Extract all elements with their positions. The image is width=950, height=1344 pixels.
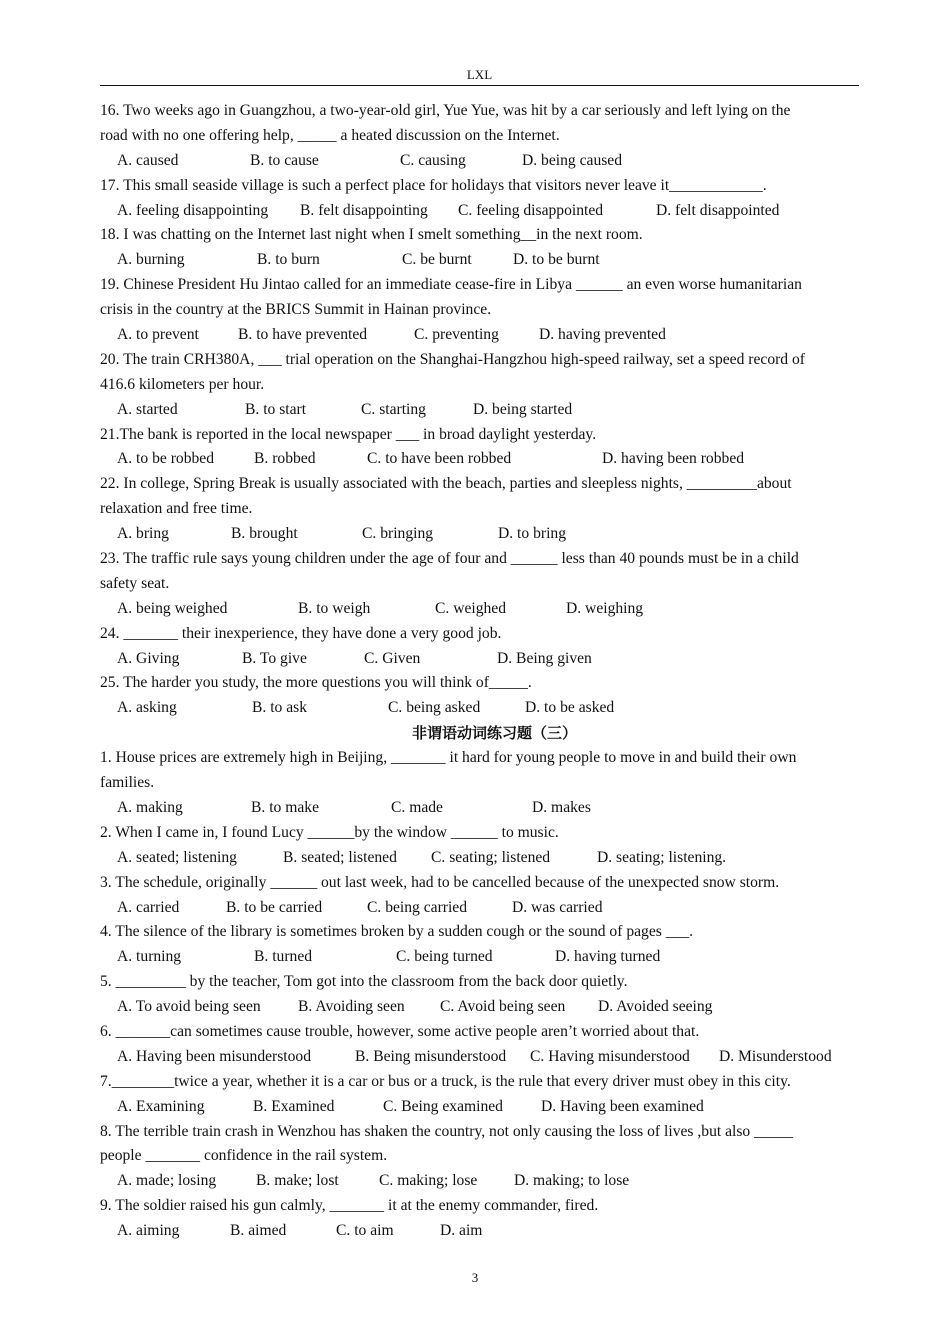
question-line: 4. The silence of the library is sometimes broken by a sudden cough or the sound of pages ___. xyxy=(100,923,694,941)
option-b: B. Examined xyxy=(253,1097,335,1115)
option-b: B. Being misunderstood xyxy=(355,1047,507,1065)
question-25 xyxy=(100,671,859,721)
option-c: C. feeling disappointed xyxy=(458,201,604,219)
option-b: B. turned xyxy=(254,948,313,966)
question-line: people _______ confidence in the rail system. xyxy=(100,1147,388,1165)
option-a: A. seated; listening xyxy=(117,848,237,866)
option-c: C. making; lose xyxy=(379,1172,478,1190)
option-b: B. To give xyxy=(242,649,307,667)
option-b: B. aimed xyxy=(230,1222,287,1240)
question-3 xyxy=(100,871,859,921)
options-row xyxy=(100,945,859,970)
question-line: 416.6 kilometers per hour. xyxy=(100,375,265,393)
options-row xyxy=(100,647,859,672)
question-24 xyxy=(100,622,859,672)
option-c: C. being asked xyxy=(388,699,481,717)
option-b: B. brought xyxy=(231,525,298,543)
options-row xyxy=(100,1169,859,1194)
exercise-content xyxy=(100,99,859,1244)
option-d: D. having been robbed xyxy=(602,450,745,468)
question-5 xyxy=(100,970,859,1020)
option-b: B. to be carried xyxy=(226,898,323,916)
question-line: 8. The terrible train crash in Wenzhou has shaken the country, not only causing the loss of lives ,but also _____ xyxy=(100,1122,794,1140)
option-c: C. weighed xyxy=(435,599,507,617)
options-row xyxy=(100,696,859,721)
question-line: families. xyxy=(100,774,155,792)
question-19 xyxy=(100,273,859,348)
option-a: A. made; losing xyxy=(117,1172,217,1190)
options-row xyxy=(100,846,859,871)
option-a: A. asking xyxy=(117,699,177,717)
option-a: A. to prevent xyxy=(117,326,199,344)
option-b: B. to cause xyxy=(250,151,319,169)
options-row xyxy=(100,1219,859,1244)
options-row xyxy=(100,995,859,1020)
question-line: crisis in the country at the BRICS Summit in Hainan province. xyxy=(100,301,492,319)
option-c: C. starting xyxy=(361,400,426,418)
question-16 xyxy=(100,99,859,174)
options-row xyxy=(100,796,859,821)
option-d: D. to be burnt xyxy=(513,251,600,269)
question-line: relaxation and free time. xyxy=(100,500,253,518)
option-d: D. weighing xyxy=(566,599,644,617)
option-a: A. bring xyxy=(117,525,169,543)
option-b: B. to burn xyxy=(257,251,320,269)
question-1 xyxy=(100,746,859,821)
options-row xyxy=(100,896,859,921)
question-7 xyxy=(100,1070,859,1120)
option-d: D. Misunderstood xyxy=(719,1047,832,1065)
question-line: road with no one offering help, _____ a heated discussion on the Internet. xyxy=(100,126,560,144)
option-a: A. turning xyxy=(117,948,182,966)
section-title xyxy=(100,721,859,746)
question-17 xyxy=(100,174,859,224)
options-row xyxy=(100,597,859,622)
page-header xyxy=(100,66,859,86)
option-d: D. was carried xyxy=(512,898,603,916)
option-b: B. make; lost xyxy=(256,1172,339,1190)
option-a: A. started xyxy=(117,400,178,418)
option-d: D. seating; listening. xyxy=(597,848,727,866)
option-a: A. To avoid being seen xyxy=(117,998,261,1016)
option-c: C. preventing xyxy=(414,326,499,344)
option-a: A. aiming xyxy=(117,1222,180,1240)
option-d: D. being started xyxy=(473,400,573,418)
question-line: 24. _______ their inexperience, they have done a very good job. xyxy=(100,624,502,642)
option-a: A. carried xyxy=(117,898,180,916)
option-a: A. Having been misunderstood xyxy=(117,1047,312,1065)
question-line: 3. The schedule, originally ______ out last week, had to be cancelled because of the unexpected snow storm. xyxy=(100,873,780,891)
options-row xyxy=(100,522,859,547)
option-d: D. aim xyxy=(440,1222,483,1240)
option-c: C. Being examined xyxy=(383,1097,503,1115)
question-20 xyxy=(100,348,859,423)
option-a: A. feeling disappointing xyxy=(117,201,269,219)
question-line: 18. I was chatting on the Internet last night when I smelt something__in the next room. xyxy=(100,226,643,244)
question-line: 1. House prices are extremely high in Beijing, _______ it hard for young people to move in and build their own xyxy=(100,749,797,767)
option-c: C. Avoid being seen xyxy=(440,998,566,1016)
option-a: A. making xyxy=(117,798,183,816)
option-d: D. having turned xyxy=(555,948,661,966)
option-b: B. seated; listened xyxy=(283,848,397,866)
options-row xyxy=(100,149,859,174)
option-a: A. to be robbed xyxy=(117,450,215,468)
question-line: 21.The bank is reported in the local newspaper ___ in broad daylight yesterday. xyxy=(100,425,597,443)
options-row xyxy=(100,199,859,224)
option-d: D. Being given xyxy=(497,649,592,667)
option-a: A. caused xyxy=(117,151,179,169)
option-a: A. Examining xyxy=(117,1097,205,1115)
options-row xyxy=(100,323,859,348)
option-d: D. Having been examined xyxy=(541,1097,704,1115)
option-b: B. to have prevented xyxy=(238,326,368,344)
option-b: B. robbed xyxy=(254,450,316,468)
page-number: 3 xyxy=(471,1270,479,1285)
option-c: C. be burnt xyxy=(402,251,472,269)
question-18 xyxy=(100,223,859,273)
question-9 xyxy=(100,1194,859,1244)
option-a: A. Giving xyxy=(117,649,180,667)
question-line: 23. The traffic rule says young children under the age of four and ______ less than 40 pounds must be in a child xyxy=(100,550,799,568)
option-d: D. to be asked xyxy=(525,699,615,717)
option-b: B. to ask xyxy=(252,699,308,717)
options-row xyxy=(100,1095,859,1120)
question-line: 22. In college, Spring Break is usually associated with the beach, parties and sleepless nights, _________about xyxy=(100,475,792,493)
question-4 xyxy=(100,920,859,970)
option-b: B. to weigh xyxy=(298,599,371,617)
option-d: D. being caused xyxy=(522,151,623,169)
option-b: B. Avoiding seen xyxy=(298,998,405,1016)
question-line: 17. This small seaside village is such a perfect place for holidays that visitors never leave it____________. xyxy=(100,176,767,194)
options-row xyxy=(100,248,859,273)
option-a: A. being weighed xyxy=(117,599,228,617)
option-d: D. Avoided seeing xyxy=(598,998,713,1016)
option-c: C. made xyxy=(391,798,443,816)
question-line: 19. Chinese President Hu Jintao called for an immediate cease-fire in Libya ______ an even worse humanitarian xyxy=(100,276,802,294)
question-line: 7.________twice a year, whether it is a car or bus or a truck, is the rule that every driver must obey in this city. xyxy=(100,1072,791,1090)
option-c: C. bringing xyxy=(362,525,434,543)
question-line: 2. When I came in, I found Lucy ______by the window ______ to music. xyxy=(100,823,559,841)
option-c: C. Having misunderstood xyxy=(530,1047,690,1065)
option-b: B. felt disappointing xyxy=(300,201,428,219)
question-21 xyxy=(100,423,859,473)
options-row xyxy=(100,447,859,472)
question-8 xyxy=(100,1120,859,1195)
option-d: D. making; to lose xyxy=(514,1172,630,1190)
option-c: C. to have been robbed xyxy=(367,450,512,468)
option-a: A. burning xyxy=(117,251,185,269)
option-b: B. to make xyxy=(251,798,319,816)
option-c: C. to aim xyxy=(336,1222,394,1240)
option-d: D. felt disappointed xyxy=(656,201,780,219)
question-line: 6. _______can sometimes cause trouble, however, some active people aren’t worried about that. xyxy=(100,1022,700,1040)
header-text: LXL xyxy=(466,67,493,82)
option-c: C. causing xyxy=(400,151,466,169)
option-c: C. seating; listened xyxy=(431,848,551,866)
question-line: safety seat. xyxy=(100,574,170,592)
question-6 xyxy=(100,1020,859,1070)
option-c: C. Given xyxy=(364,649,421,667)
options-row xyxy=(100,398,859,423)
option-c: C. being carried xyxy=(367,898,468,916)
question-23 xyxy=(100,547,859,622)
option-d: D. having prevented xyxy=(539,326,666,344)
question-line: 25. The harder you study, the more questions you will think of_____. xyxy=(100,674,532,692)
question-line: 5. _________ by the teacher, Tom got into the classroom from the back door quietly. xyxy=(100,973,628,991)
option-c: C. being turned xyxy=(396,948,493,966)
option-b: B. to start xyxy=(245,400,307,418)
question-line: 9. The soldier raised his gun calmly, _______ it at the enemy commander, fired. xyxy=(100,1197,599,1215)
options-row xyxy=(100,1045,859,1070)
option-d: D. to bring xyxy=(498,525,567,543)
option-d: D. makes xyxy=(532,798,591,816)
question-line: 20. The train CRH380A, ___ trial operation on the Shanghai-Hangzhou high-speed railway, set a speed record of xyxy=(100,350,805,368)
question-2 xyxy=(100,821,859,871)
question-line: 16. Two weeks ago in Guangzhou, a two-year-old girl, Yue Yue, was hit by a car seriously and left lying on the xyxy=(100,102,791,119)
section-title-text: 非谓语动词练习题（三） xyxy=(412,724,578,743)
question-22 xyxy=(100,472,859,547)
